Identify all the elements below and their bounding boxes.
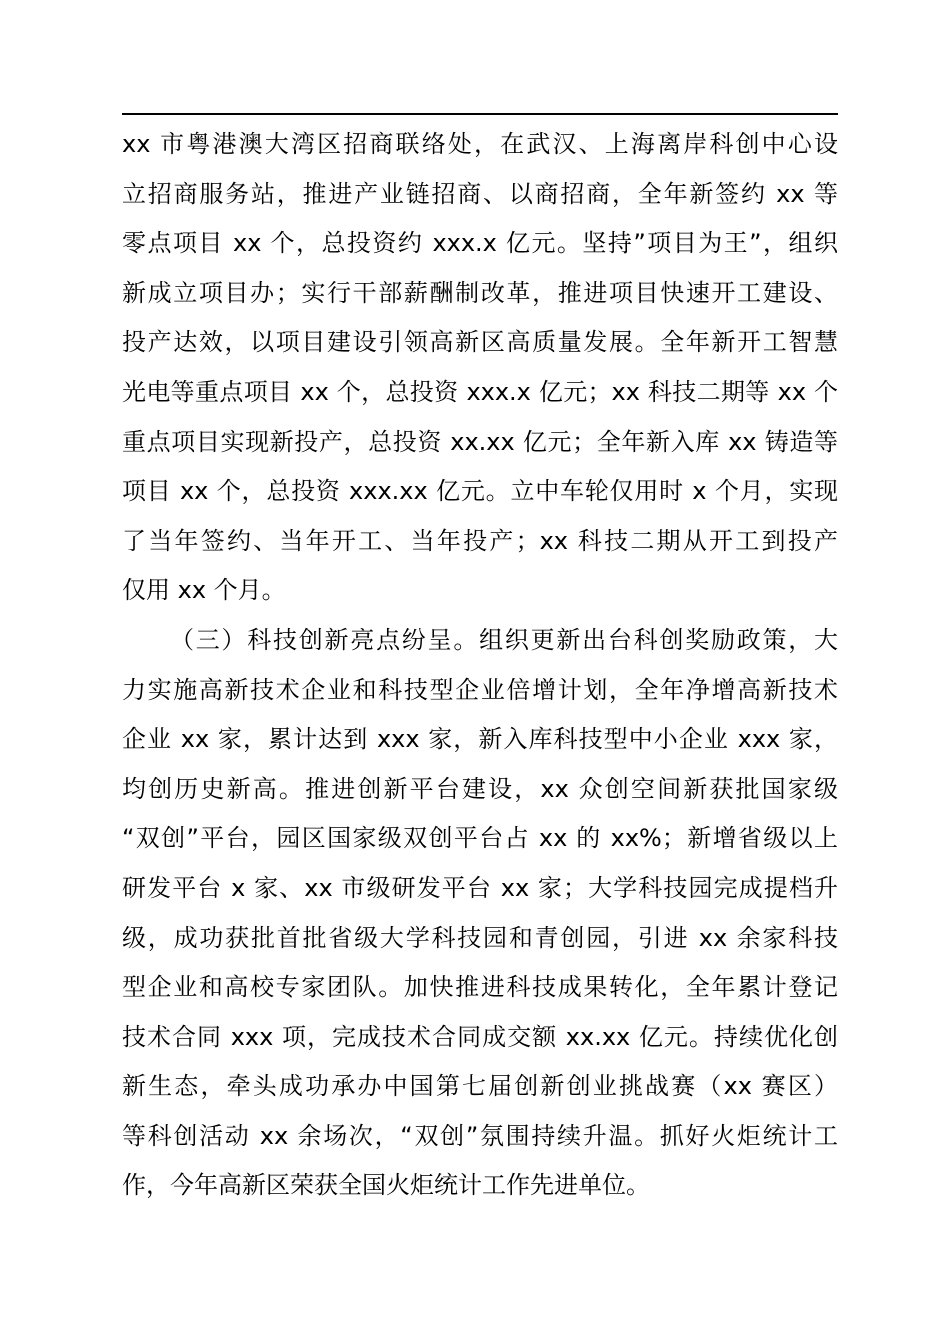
text-line: 立招商服务站，推进产业链招商、以商招商，全年新签约 xx 等 (122, 179, 838, 208)
text-line: 级，成功获批首批省级大学科技园和青创园，引进 xx 余家科技 (122, 923, 838, 952)
text-line: 重点项目实现新投产，总投资 xx.xx 亿元；全年新入库 xx 铸造等 (122, 427, 838, 456)
text-line: 企业 xx 家，累计达到 xxx 家，新入库科技型中小企业 xxx 家， (122, 725, 838, 754)
header-rule (122, 113, 838, 115)
document-body (122, 120, 838, 1211)
text-line: 项目 xx 个，总投资 xxx.xx 亿元。立中车轮仅用时 x 个月，实现 (122, 477, 838, 506)
text-line: “双创”平台，园区国家级双创平台占 xx 的 xx%；新增省级以上 (122, 824, 838, 853)
paragraph-2 (122, 616, 838, 1211)
text-line: 均创历史新高。推进创新平台建设，xx 众创空间新获批国家级 (122, 774, 838, 803)
text-line: 力实施高新技术企业和科技型企业倍增计划，全年净增高新技术 (122, 675, 838, 704)
text-line: 技术合同 xxx 项，完成技术合同成交额 xx.xx 亿元。持续优化创 (122, 1022, 838, 1051)
section-heading-line: （三）科技创新亮点纷呈。组织更新出台科创奖励政策，大 (170, 625, 838, 654)
text-line: 新成立项目办；实行干部薪酬制改革，推进项目快速开工建设、 (122, 278, 838, 307)
paragraph-1 (122, 120, 838, 616)
text-line: 作，今年高新区荣获全国火炬统计工作先进单位。 (122, 1171, 650, 1200)
text-line: 型企业和高校专家团队。加快推进科技成果转化，全年累计登记 (122, 973, 838, 1002)
text-line: 仅用 xx 个月。 (122, 576, 286, 605)
text-line: 投产达效，以项目建设引领高新区高质量发展。全年新开工智慧 (122, 328, 838, 357)
text-line: 研发平台 x 家、xx 市级研发平台 xx 家；大学科技园完成提档升 (122, 873, 838, 902)
text-line: 了当年签约、当年开工、当年投产；xx 科技二期从开工到投产 (122, 526, 838, 555)
text-line: 零点项目 xx 个，总投资约 xxx.x 亿元。坚持”项目为王”，组织 (122, 229, 838, 258)
text-line: 光电等重点项目 xx 个，总投资 xxx.x 亿元；xx 科技二期等 xx 个 (122, 377, 838, 406)
text-line: xx 市粤港澳大湾区招商联络处，在武汉、上海离岸科创中心设 (122, 130, 838, 158)
text-line: 等科创活动 xx 余场次，“双创”氛围持续升温。抓好火炬统计工 (122, 1121, 838, 1150)
text-line: 新生态，牵头成功承办中国第七届创新创业挑战赛（xx 赛区） (122, 1072, 838, 1101)
